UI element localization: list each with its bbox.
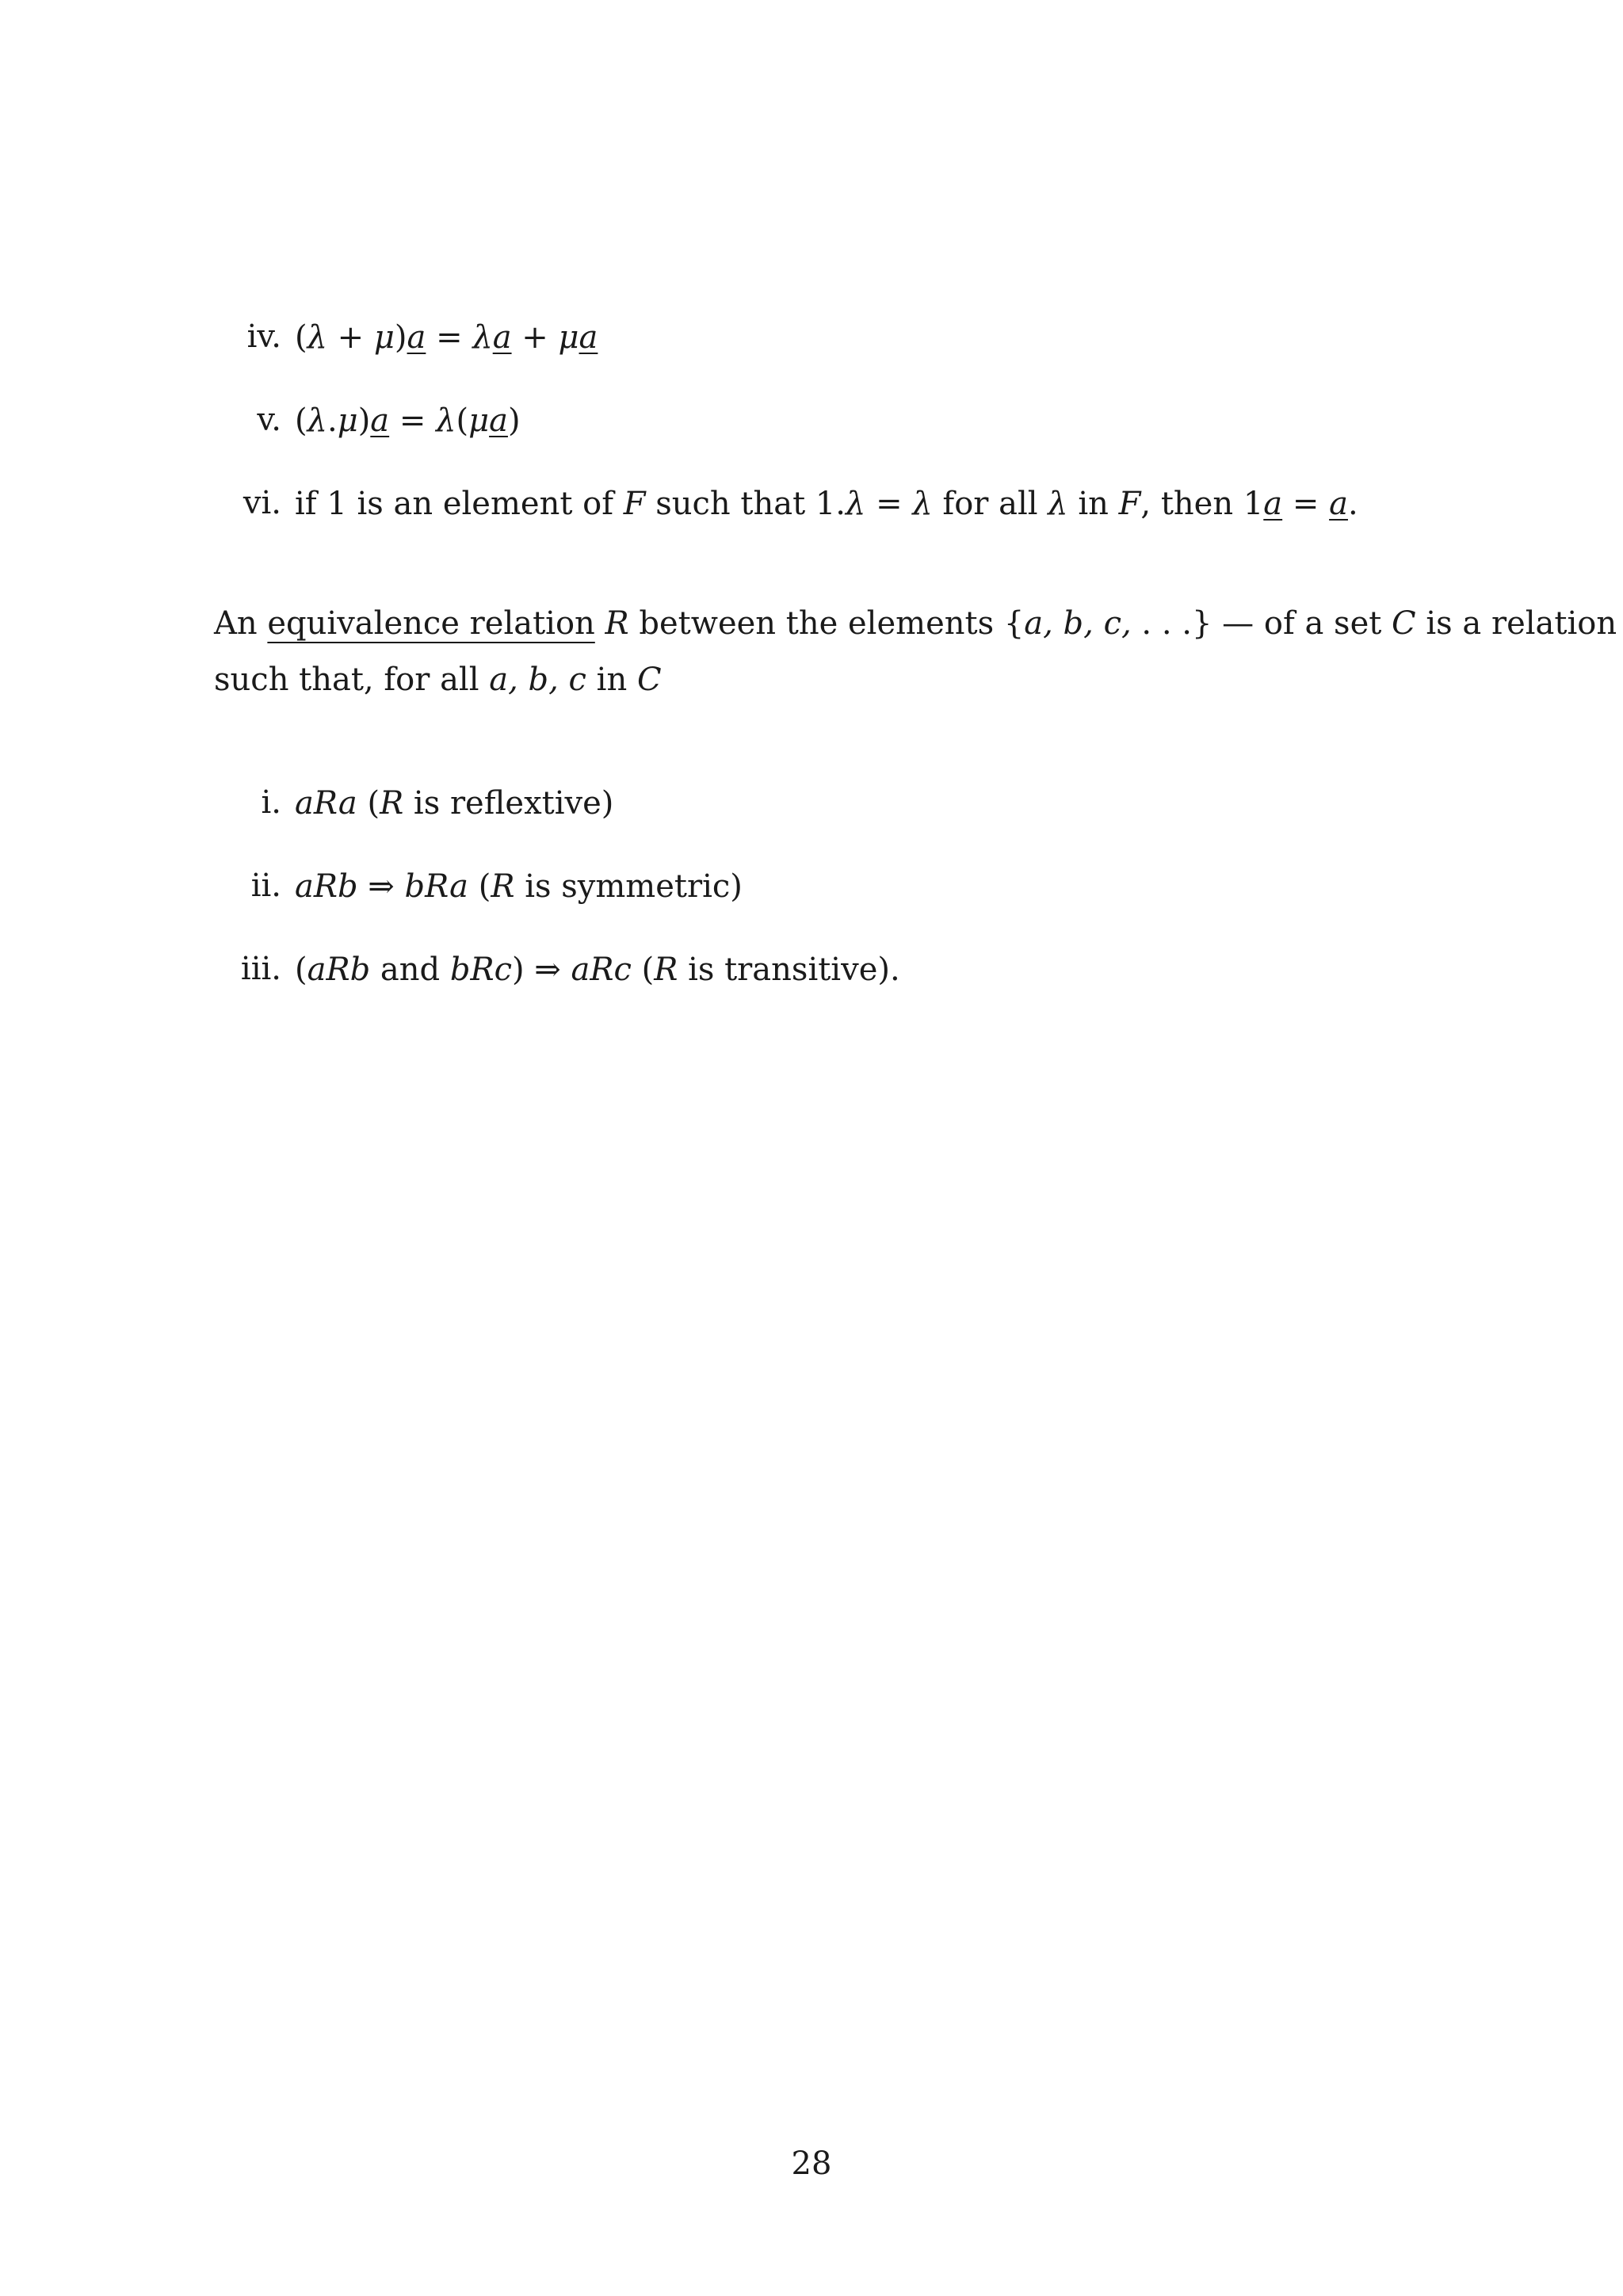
definition-intro: An (214, 605, 258, 642)
axiom-label: iv. (246, 318, 281, 355)
axiom-text: (λ.μ)a = λ(μa) (295, 402, 521, 439)
property-label: iii. (240, 951, 281, 987)
property-label: ii. (250, 868, 281, 904)
axiom-text: if 1 is an element of F such that 1.λ = λ for all λ in F, then 1a = a. (295, 486, 1358, 522)
defined-term: equivalence relation (267, 605, 595, 642)
property-text: aRa (R is reflextive) (295, 785, 614, 822)
property-label: i. (261, 784, 281, 821)
axiom-label: v. (257, 402, 281, 438)
definition-line-1: An equivalence relation R between the elements {a, b, c, . . .} — of a set C is a relation (214, 605, 1617, 642)
page-number: 28 (791, 2145, 832, 2182)
axiom-label: vi. (242, 485, 281, 521)
definition-line-2: such that, for all a, b, c in C (214, 662, 662, 698)
property-text: aRb ⇒ bRa (R is symmetric) (295, 868, 743, 905)
property-text: (aRb and bRc) ⇒ aRc (R is transitive). (295, 952, 900, 988)
axiom-text: (λ + μ)a = λa + μa (295, 319, 598, 356)
